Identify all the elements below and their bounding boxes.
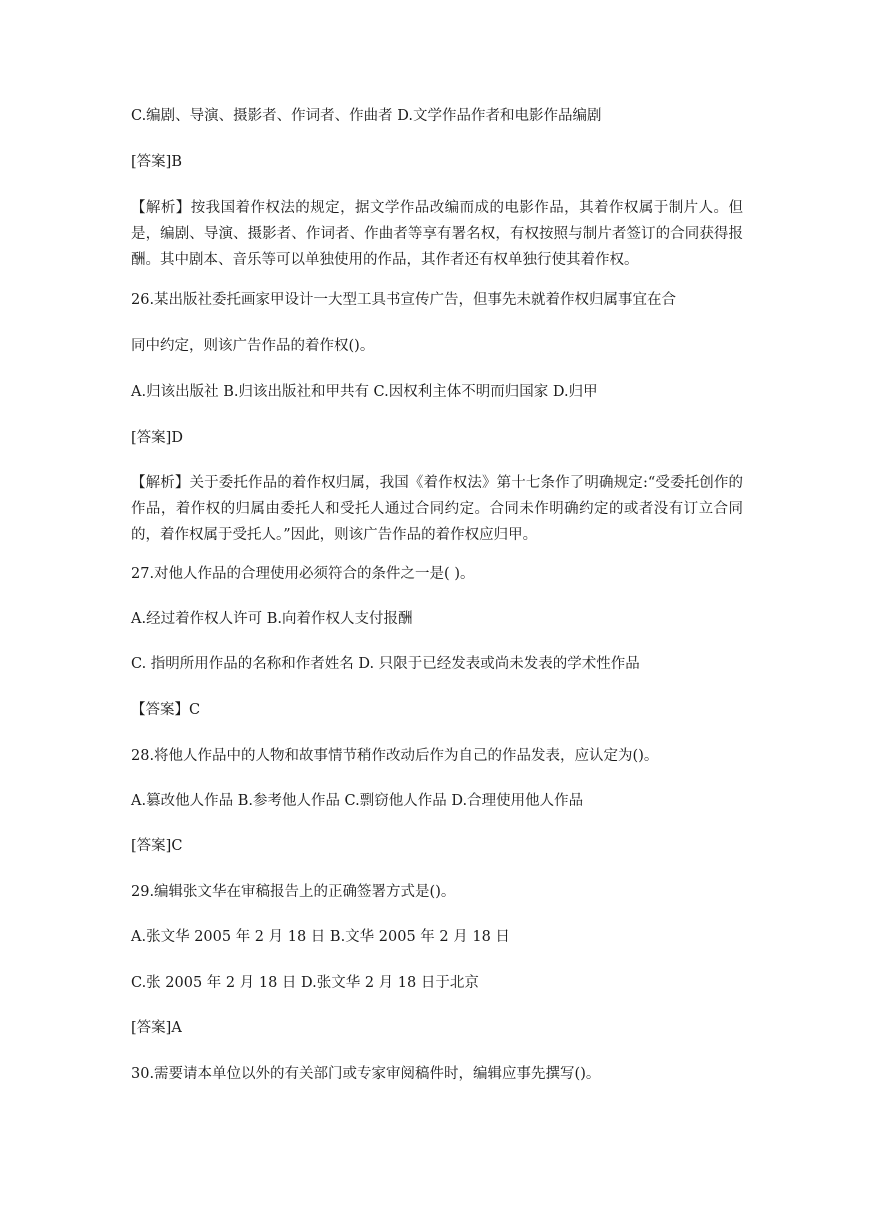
- answer-line: [答案]B: [131, 154, 182, 170]
- question-30: 30.需要请本单位以外的有关部门或专家审阅稿件时，编辑应事先撰写()。: [131, 1066, 601, 1082]
- question-27: 27.对他人作品的合理使用必须符合的条件之一是( )。: [131, 566, 475, 582]
- question-26-continued: 同中约定，则该广告作品的着作权()。: [131, 338, 375, 354]
- question-29: 29.编辑张文华在审稿报告上的正确签署方式是()。: [131, 884, 456, 900]
- options-28: A.篡改他人作品 B.参考他人作品 C.剽窃他人作品 D.合理使用他人作品: [131, 793, 584, 809]
- options-29-cd: C.张 2005 年 2 月 18 日 D.张文华 2 月 18 日于北京: [131, 975, 479, 991]
- options-29-ab: A.张文华 2005 年 2 月 18 日 B.文华 2005 年 2 月 18 日: [131, 929, 510, 945]
- analysis-26: 【解析】关于委托作品的着作权归属，我国《着作权法》第十七条作了明确规定:“受委托创作的作品，着作权的归属由委托人和受托人通过合同约定。合同未作明确约定的或者没有订立合同的，着作权属于受托人。”因此，则该广告作品的着作权应归甲。: [131, 475, 743, 543]
- answer-27: 【答案】C: [131, 702, 201, 718]
- options-26: A.归该出版社 B.归该出版社和甲共有 C.因权利主体不明而归国家 D.归甲: [131, 384, 598, 400]
- answer-26: [答案]D: [131, 430, 183, 446]
- answer-29: [答案]A: [131, 1020, 182, 1036]
- answer-28: [答案]C: [131, 838, 183, 854]
- options-27-ab: A.经过着作权人许可 B.向着作权人支付报酬: [131, 611, 413, 627]
- options-27-cd: C. 指明所用作品的名称和作者姓名 D. 只限于已经发表或尚未发表的学术性作品: [131, 656, 640, 672]
- question-28: 28.将他人作品中的人物和故事情节稍作改动后作为自己的作品发表，应认定为()。: [131, 748, 659, 764]
- analysis-paragraph: 【解析】按我国着作权法的规定，据文学作品改编而成的电影作品，其着作权属于制片人。但是，编剧、导演、摄影者、作词者、作曲者等享有署名权，有权按照与制片者签订的合同获得报酬。其中剧本、音乐等可以单独使用的作品，其作者还有权单独行使其着作权。: [131, 200, 743, 268]
- option-line: C.编剧、导演、摄影者、作词者、作曲者 D.文学作品作者和电影作品编剧: [131, 108, 602, 124]
- question-26: 26.某出版社委托画家甲设计一大型工具书宣传广告，但事先未就着作权归属事宜在合: [131, 292, 677, 308]
